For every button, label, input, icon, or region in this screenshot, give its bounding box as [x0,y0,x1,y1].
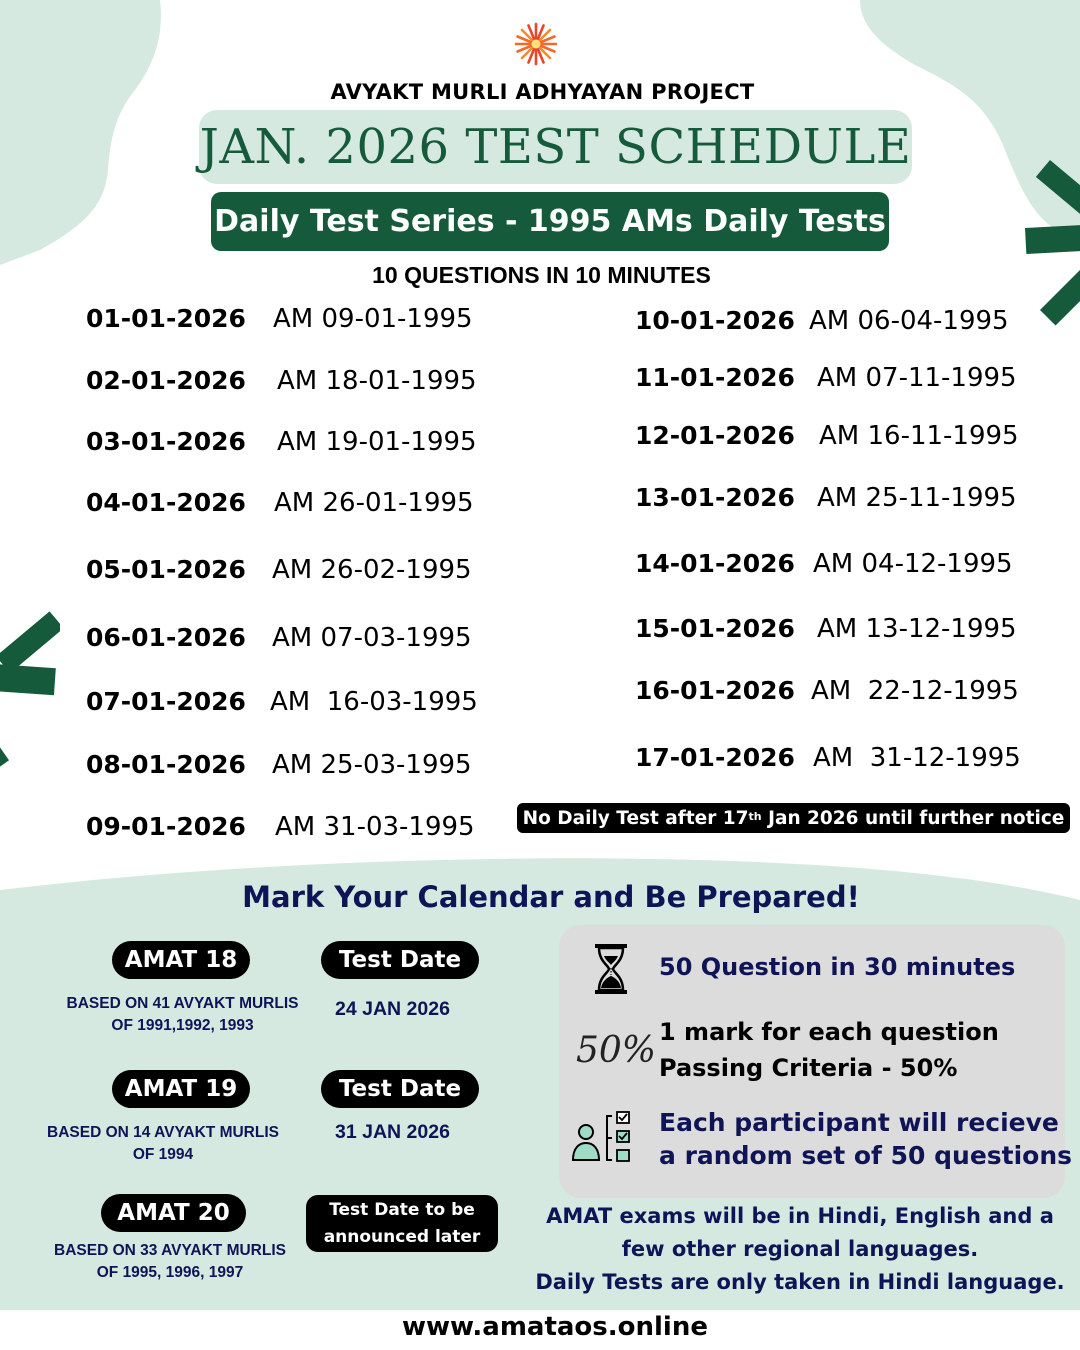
test-date: 05-01-2026 [86,555,246,584]
schedule-row [86,304,473,334]
basis-line: OF 1994 [132,1146,194,1163]
passing-criteria-line: Passing Criteria - 50% [659,1054,958,1082]
test-date: 11-01-2026 [635,363,795,392]
participant-checklist-icon [570,1110,640,1165]
schedule-row [86,623,472,653]
murli-date: AM 19-01-1995 [277,427,477,457]
schedule-row [635,676,1019,706]
daily-test-format: 10 QUESTIONS IN 10 MINUTES [372,262,711,288]
tba-line: Test Date to be [329,1199,475,1220]
schedule-row [635,363,1017,393]
test-date: 09-01-2026 [86,812,246,841]
test-date: 15-01-2026 [635,614,795,643]
website-link[interactable]: www.amataos.online [402,1312,708,1342]
decorative-blob-top-left [0,0,170,270]
schedule-row [635,549,1013,579]
random-set-line: a random set of 50 questions [659,1141,1073,1170]
test-date: 10-01-2026 [635,306,795,335]
schedule-row [635,306,1009,336]
murli-date: AM 06-04-1995 [809,306,1009,336]
schedule-row [635,483,1017,513]
amat-18-badge: AMAT 18 [112,941,250,979]
schedule-row [86,555,472,585]
murli-date: AM 09-01-1995 [273,304,473,334]
random-set-line: Each participant will recieve [659,1108,1059,1137]
schedule-row [86,687,478,717]
info-random-set [659,1106,1072,1172]
info-question-count: 50 Question in 30 minutes [659,953,1016,981]
hourglass-icon [593,943,629,995]
amat-section-heading: Mark Your Calendar and Be Prepared! [242,880,860,914]
marking-line: 1 mark for each question [659,1018,999,1046]
schedule-row [86,427,477,457]
amat-19-basis [33,1122,293,1166]
test-date: 16-01-2026 [635,676,795,705]
amat-20-badge: AMAT 20 [101,1194,246,1232]
murli-date: AM 04-12-1995 [813,549,1013,579]
language-line: AMAT exams will be in Hindi, English and a [546,1204,1054,1228]
murli-date: AM 22-12-1995 [811,676,1019,706]
murli-date: AM 07-03-1995 [272,623,472,653]
fifty-percent-icon: 50% [576,1030,657,1071]
basis-line: OF 1995, 1996, 1997 [96,1264,244,1281]
schedule-row [635,421,1019,451]
amat-19-test-date-badge: Test Date [321,1070,479,1108]
tba-line: announced later [323,1226,481,1247]
test-date: 17-01-2026 [635,743,795,772]
amat-19-test-date: 31 JAN 2026 [335,1121,450,1143]
test-date: 04-01-2026 [86,488,246,517]
decorative-burst-right [1020,150,1080,330]
test-date: 01-01-2026 [86,304,246,333]
schedule-row [86,488,474,518]
schedule-row [86,366,477,396]
murli-date: AM 13-12-1995 [817,614,1017,644]
schedule-row [86,750,472,780]
murli-date: AM 26-02-1995 [272,555,472,585]
basis-line: OF 1991,1992, 1993 [111,1017,254,1034]
notice-text-before: No Daily Test after 17 [522,807,749,829]
amat-20-date-tba-badge [306,1195,498,1252]
basis-line: BASED ON 33 AVYAKT MURLIS [54,1242,286,1259]
series-label: Daily Test Series - 1995 AMs Daily Tests [214,204,886,239]
amat-18-test-date-badge: Test Date [321,941,479,979]
series-banner [211,192,889,251]
murli-date: AM 18-01-1995 [277,366,477,396]
language-line: Daily Tests are only taken in Hindi language. [535,1270,1065,1294]
murli-date: AM 07-11-1995 [817,363,1017,393]
test-date: 02-01-2026 [86,366,246,395]
language-line: few other regional languages. [621,1237,979,1261]
test-date: 08-01-2026 [86,750,246,779]
basis-line: BASED ON 41 AVYAKT MURLIS [66,995,299,1012]
language-note [520,1200,1080,1299]
page-title: JAN. 2026 TEST SCHEDULE [199,119,912,175]
amat-18-test-date: 24 JAN 2026 [335,998,450,1020]
test-date: 13-01-2026 [635,483,795,512]
notice-text-after: Jan 2026 until further notice [761,807,1065,829]
basis-line: BASED ON 14 AVYAKT MURLIS [47,1124,279,1141]
no-daily-test-notice [517,803,1070,833]
schedule-row [635,614,1017,644]
sun-burst-icon [514,22,558,66]
murli-date: AM 26-01-1995 [274,488,474,518]
murli-date: AM 25-03-1995 [272,750,472,780]
murli-date: AM 16-11-1995 [819,421,1019,451]
amat-18-basis [40,993,325,1037]
test-date: 14-01-2026 [635,549,795,578]
murli-date: AM 31-03-1995 [275,812,475,842]
test-date: 03-01-2026 [86,427,246,456]
murli-date: AM 16-03-1995 [270,687,478,717]
amat-19-badge: AMAT 19 [112,1070,250,1108]
murli-date: AM 25-11-1995 [817,483,1017,513]
amat-20-basis [40,1240,300,1284]
murli-date: AM 31-12-1995 [813,743,1021,773]
org-name: AVYAKT MURLI ADHYAYAN PROJECT [330,80,755,104]
info-marking [659,1014,999,1086]
schedule-row [635,743,1021,773]
title-banner [199,110,912,184]
test-date: 06-01-2026 [86,623,246,652]
test-date: 07-01-2026 [86,687,246,716]
test-date: 12-01-2026 [635,421,795,450]
notice-superscript: th [748,809,762,823]
decorative-burst-left [0,590,60,770]
schedule-row [86,812,475,842]
